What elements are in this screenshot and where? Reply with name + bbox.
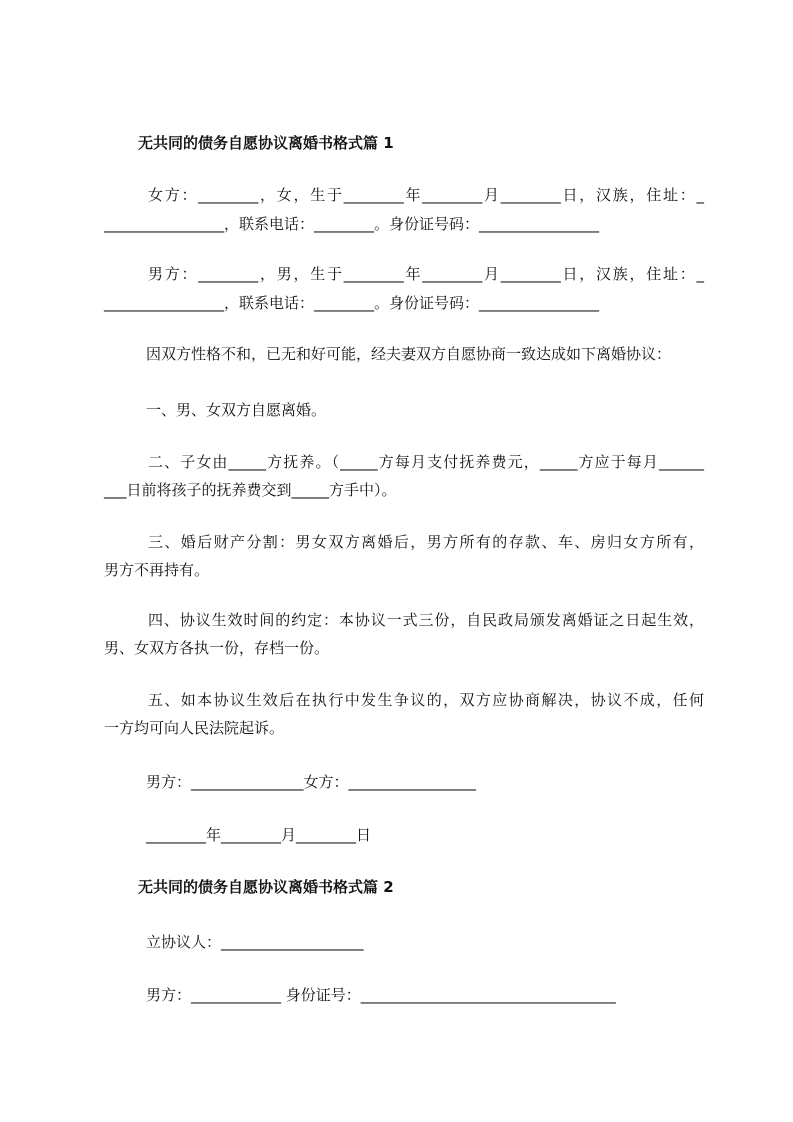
clause-5-line-2: 一方均可向人民法院起诉。 — [104, 719, 285, 737]
male-id-line: 男方：____________ 身份证号：__________________________________ — [146, 986, 616, 1004]
clause-2-line-1: 二、子女由_____方抚养。（_____方每月支付抚养费元，_____方应于每月______ — [148, 453, 704, 471]
clause-2-line-2: ___日前将孩子的抚养费交到_____方手中）。 — [104, 481, 397, 499]
section-title-1: 无共同的债务自愿协议离婚书格式篇 1 — [138, 134, 394, 152]
clause-1: 一、男、女双方自愿离婚。 — [146, 401, 327, 419]
clause-4-line-2: 男、女双方各执一份，存档一份。 — [104, 639, 330, 657]
male-info-line-2: ________________，联系电话：________。身份证号码：________________ — [104, 294, 600, 312]
party-line: 立协议人：___________________ — [146, 933, 364, 951]
female-info-line-1: 女方：________，女，生于________年________月________日，汉族，住址：_ — [148, 186, 704, 204]
signature-line: 男方：_______________女方：_________________ — [146, 773, 477, 791]
female-info-line-2: ________________，联系电话：________。身份证号码：________________ — [104, 215, 600, 233]
date-line: ________年________月________日 — [146, 826, 372, 844]
section-title-2: 无共同的债务自愿协议离婚书格式篇 2 — [138, 878, 394, 896]
clause-3-line-1: 三、婚后财产分割：男女双方离婚后，男方所有的存款、车、房归女方所有， — [148, 533, 704, 551]
intro-paragraph: 因双方性格不和，已无和好可能，经夫妻双方自愿协商一致达成如下离婚协议： — [146, 345, 672, 363]
male-info-line-1: 男方：________，男，生于________年________月________日，汉族，住址：_ — [148, 265, 704, 283]
clause-3-line-2: 男方不再持有。 — [104, 561, 210, 579]
clause-5-line-1: 五、如本协议生效后在执行中发生争议的，双方应协商解决，协议不成，任何 — [148, 691, 704, 709]
clause-4-line-1: 四、协议生效时间的约定：本协议一式三份，自民政局颁发离婚证之日起生效， — [148, 611, 704, 629]
